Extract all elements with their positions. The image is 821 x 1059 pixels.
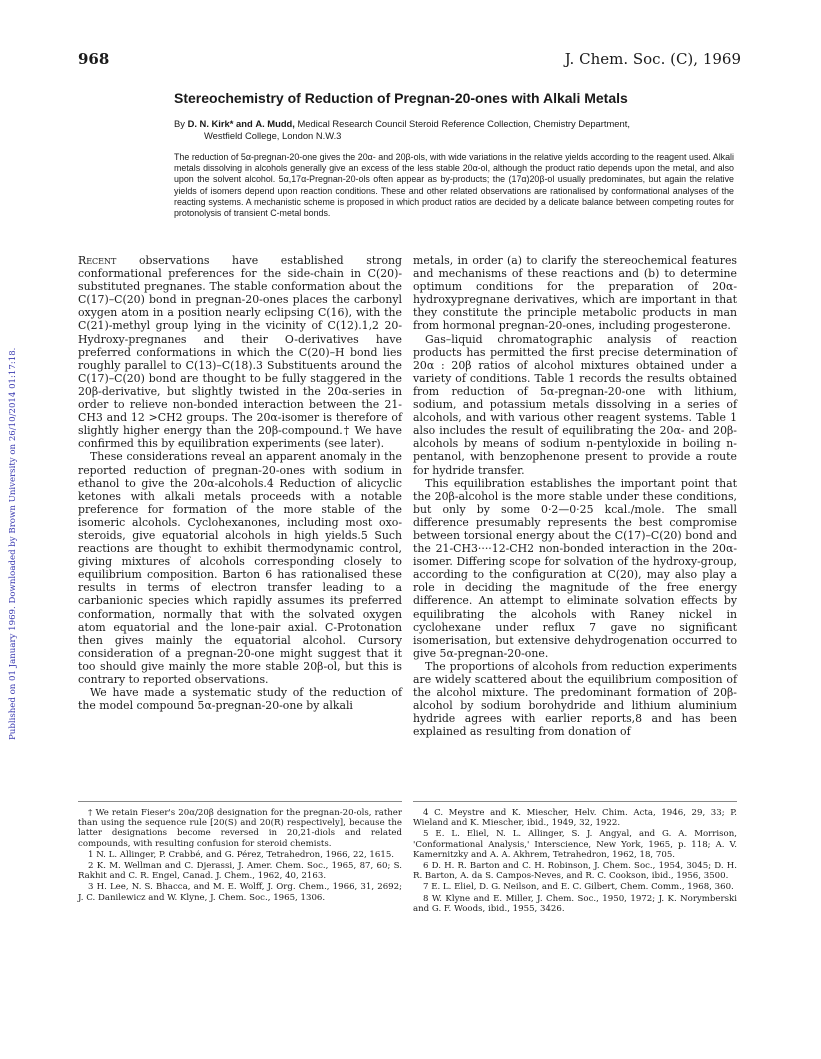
paragraph: The proportions of alcohols from reduction experiments are widely scattered about the equilibrium composition of the alcohol mixture. The predominant formation of 20β-alcohol by sodium borohydride and lithium aluminium hydride agrees with earlier reports,8 and has been explained as resulting from donation of — [413, 659, 737, 739]
footnote: † We retain Fieser's 20α/20β designation for the pregnan-20-ols, rather than using the sequence rule [20(S) and 20(R) respectively], because the latter designations become reversed in 20,21-diols and related compounds, with resulting confusion for steroid chemists. — [78, 808, 402, 849]
paragraph: Gas–liquid chromatographic analysis of reaction products has permitted the first precise determination of 20α : 20β ratios of alcohol mixtures obtained under a variety of conditions. Table 1 records the results obtained from reduction of 5α-pregnan-20-one with lithium, sodium, and potassium metals dissolving in a series of alcohols, and with various other reagent systems. Table 1 also includes the result of equilibrating the 20α- and 20β-alcohols by means of sodium n-pentyloxide in boiling n-pentanol, with benzophenone present to provide a route for hydride transfer. — [413, 332, 737, 477]
footnotes-right — [413, 808, 737, 915]
footnote-rule-left — [78, 801, 402, 802]
author-line — [174, 118, 744, 142]
affiliation-line-2: Westfield College, London N.W.3 — [204, 130, 342, 141]
and-label: and — [236, 118, 253, 129]
footnotes-left — [78, 808, 402, 904]
footnote: 5 E. L. Eliel, N. L. Allinger, S. J. Angyal, and G. A. Morrison, 'Conformational Analysis,' Interscience, New York, 1965, p. 118; A. V. Kamernitzky and A. A. Akhrem, Tetrahedron, 1962, 18, 705. — [413, 829, 737, 860]
paragraph: Recent observations have established strong conformational preferences for the side-chain in C(20)-substituted pregnanes. The stable conformation about the C(17)–C(20) bond in pregnan-20-ones places the carbonyl oxygen atom in a position nearly eclipsing C(16), with the C(21)-methyl group lying in the vicinity of C(12).1,2 20-Hydroxy-pregnanes and their O-derivatives have preferred conformations in which the C(20)–H bond lies roughly parallel to C(13)–C(18).3 Substituents around the C(17)–C(20) bond are thought to be fully staggered in the 20β-derivative, but slightly twisted in the 20α-series in order to relieve non-bonded interaction between the 21-CH3 and 12 >CH2 groups. The 20α-isomer is therefore of slightly higher energy than the 20β-compound.† We have confirmed this by equilibration experiments (see later). — [78, 254, 402, 451]
footnote: 1 N. L. Allinger, P. Crabbé, and G. Pérez, Tetrahedron, 1966, 22, 1615. — [88, 849, 395, 860]
footnote: 6 D. H. R. Barton and C. H. Robinson, J. Chem. Soc., 1954, 3045; D. H. R. Barton, A. da S. Campos-Neves, and R. C. Cookson, ibid., 1956, 3500. — [413, 861, 737, 882]
body-column-left — [78, 254, 402, 712]
paragraph: This equilibration establishes the important point that the 20β-alcohol is the more stable under these conditions, but only by some 0·2—0·25 kcal./mole. The small difference presumably represents the best compromise between torsional energy about the C(17)–C(20) bond and the 21-CH3····12-CH2 non-bonded interaction in the 20α-isomer. Differing scope for solvation of the hydroxy-group, according to the configuration at C(20), may also play a role in deciding the magnitude of the free energy difference. An attempt to eliminate solvation effects by equilibrating the alcohols with Raney nickel in cyclohexane under reflux 7 gave no significant isomerisation, but extensive dehydrogenation occurred to give 5α-pregnan-20-one. — [413, 476, 737, 660]
author-kirk: D. N. Kirk* — [187, 118, 234, 129]
paragraph: These considerations reveal an apparent anomaly in the reported reduction of pregnan-20-ones with sodium in ethanol to give the 20α-alcohols.4 Reduction of alicyclic ketones with alkali metals proceeds with a notable preference for formation of the more stable of the isomeric alcohols. Cyclohexanones, including most oxo-steroids, give equatorial alcohols in high yields.5 Such reactions are thought to exhibit thermodynamic control, giving mixtures of alcohols corresponding closely to equilibrium composition. Barton 6 has rationalised these results in terms of electron transfer leading to a carbanionic species which rapidly assumes its preferred conformation, normally that with the solvated oxygen atom equatorial and the lone-pair axial. C-Protonation then gives mainly the equatorial alcohol. Cursory consideration of a pregnan-20-one might suggest that it too should give mainly the more stable 20β-ol, but this is contrary to reported observations. — [78, 450, 402, 686]
affiliation-line-1: Medical Research Council Steroid Reference Collection, Chemistry Department, — [297, 118, 630, 129]
footnote: 3 H. Lee, N. S. Bhacca, and M. E. Wolff, J. Org. Chem., 1966, 31, 2692; J. C. Danilewicz and W. Klyne, J. Chem. Soc., 1965, 1306. — [78, 882, 402, 903]
download-watermark: Published on 01 January 1969. Downloaded by Brown University on 26/10/2014 01:17:18. — [8, 347, 18, 740]
lead-word: Recent — [78, 254, 117, 267]
footnote: 4 C. Meystre and K. Miescher, Helv. Chim. Acta, 1946, 29, 33; P. Wieland and K. Miescher, ibid., 1949, 32, 1922. — [413, 808, 737, 829]
abstract: The reduction of 5α-pregnan-20-one gives the 20α- and 20β-ols, with wide variations in the relative yields according to the reagent used. Alkali metals dissolving in alcohols generally give an excess of the less stable 20α-ol, although the product ratio depends upon the metal, and also upon the solvent alcohol. 5α,17α-Pregnan-20-ols often appear as by-products; the (17α)20β-ol usually predominates, but again the relative yields of isomers depend upon reaction conditions. These and other related observations are rationalised by conformational analyses of the reacting systems. A mechanistic scheme is proposed in which product ratios are decided by a delicate balance between competing routes for protonolysis of transient C-metal bonds. — [174, 152, 734, 219]
footnote: 7 E. L. Eliel, D. G. Neilson, and E. C. Gilbert, Chem. Comm., 1968, 360. — [423, 882, 734, 893]
footnote: 8 W. Klyne and E. Miller, J. Chem. Soc., 1950, 1972; J. K. Norymberski and G. F. Woods, ibid., 1955, 3426. — [413, 893, 737, 914]
footnote: 2 K. M. Wellman and C. Djerassi, J. Amer. Chem. Soc., 1965, 87, 60; S. Rakhit and C. R. Engel, Canad. J. Chem., 1962, 40, 2163. — [78, 861, 402, 882]
paragraph: metals, in order (a) to clarify the stereochemical features and mechanisms of these reactions and (b) to determine optimum conditions for the preparation of 20α-hydroxypregnane derivatives, which are important in that they constitute the principle metabolic products in man from hormonal pregnan-20-ones, including progesterone. — [413, 254, 737, 333]
by-label: By — [174, 118, 185, 129]
author-mudd: A. Mudd, — [255, 118, 295, 129]
footnote-rule-right — [413, 801, 737, 802]
article-title: Stereochemistry of Reduction of Pregnan-20-ones with Alkali Metals — [174, 90, 628, 106]
journal-citation: J. Chem. Soc. (C), 1969 — [564, 50, 741, 68]
paragraph: We have made a systematic study of the reduction of the model compound 5α-pregnan-20-one by alkali — [78, 686, 402, 713]
page-number: 968 — [78, 50, 110, 68]
body-column-right — [413, 254, 737, 738]
